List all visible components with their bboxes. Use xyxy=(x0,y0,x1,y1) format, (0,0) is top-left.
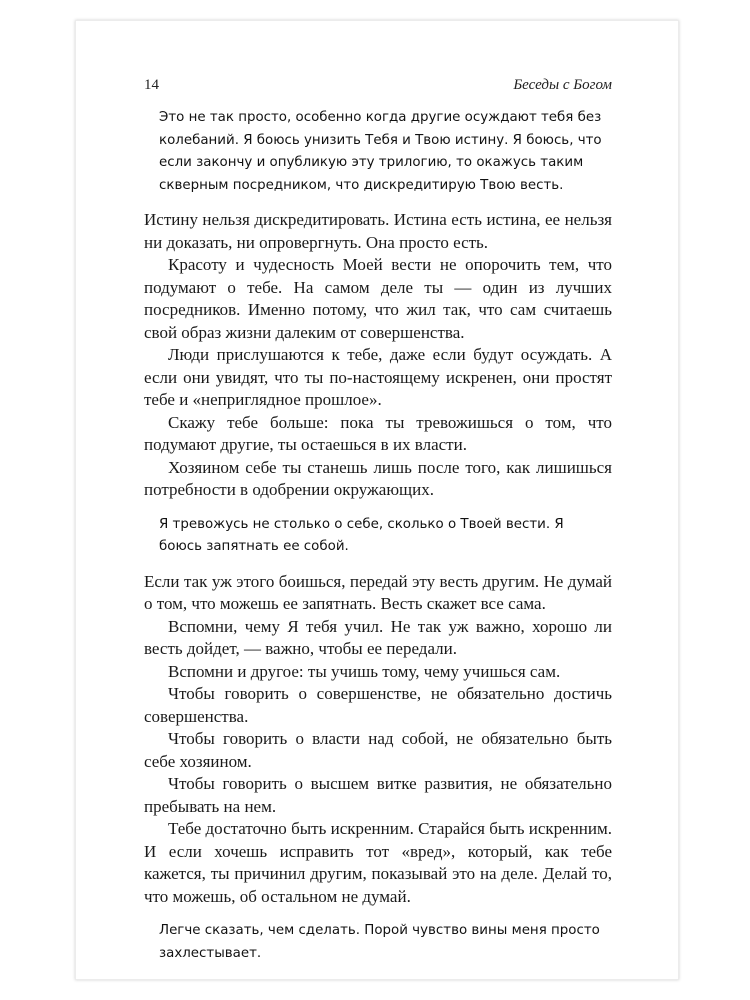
question-paragraph: Легче сказать, чем сделать. Порой чувство вины меня просто захлестывает. xyxy=(159,923,600,961)
answer-paragraph: Чтобы говорить о власти над собой, не обязательно быть себе хозяином. xyxy=(144,729,612,771)
question-paragraph: Это не так просто, особенно когда другие осуждают тебя без колебаний. Я боюсь унизить Тебя и Твою истину. Я боюсь, что если закончу и опубликую эту трилогию, то окажусь таким скверным посредником, что дискредитирую Твою весть. xyxy=(159,110,602,193)
question-paragraph: Я тревожусь не столько о себе, сколько о Твоей вести. Я боюсь запятнать ее собой. xyxy=(159,516,564,554)
answer-paragraph: Тебе достаточно быть искренним. Старайся быть искренним. И если хочешь исправить тот «вред», который, как тебе кажется, ты причинил другим, показывай это на деле. Делай то, что можешь, об остальном не думай. xyxy=(144,819,612,906)
answer-paragraph: Красоту и чудесность Моей вести не опорочить тем, что подумают о тебе. На самом деле ты — один из лучших посредников. Именно потому, что жил так, что сам считаешь свой образ жизни далеким от совершенства. xyxy=(144,255,612,342)
answer-paragraph: Если так уж этого боишься, передай эту весть другим. Не думай о том, что можешь ее запятнать. Весть скажет все сама. xyxy=(144,571,612,613)
answer-paragraph: Вспомни и другое: ты учишь тому, чему учишься сам. xyxy=(168,661,561,681)
answer-paragraph: Люди прислушаются к тебе, даже если будут осуждать. А если они увидят, что ты по-настоящему искренен, они простят тебе и «неприглядное прошлое». xyxy=(144,345,612,409)
book-page xyxy=(75,20,679,980)
running-header xyxy=(144,77,612,101)
answer-paragraph: Скажу тебе больше: пока ты тревожишься о том, что подумают другие, ты остаешься в их власти. xyxy=(144,412,612,454)
answer-paragraph: Чтобы говорить о совершенстве, не обязательно достичь совершенства. xyxy=(144,684,612,726)
answer-paragraph: Вспомни, чему Я тебя учил. Не так уж важно, хорошо ли весть дойдет, — важно, чтобы ее передали. xyxy=(144,616,612,658)
answer-paragraph: Чтобы говорить о высшем витке развития, не обязательно пребывать на нем. xyxy=(144,774,612,816)
page-number: 14 xyxy=(144,77,159,93)
running-title: Беседы с Богом xyxy=(513,77,612,93)
answer-paragraph: Хозяином себе ты станешь лишь после того, как лишишься потребности в одобрении окружающих. xyxy=(144,457,612,499)
page-body xyxy=(144,107,612,977)
answer-paragraph: Истину нельзя дискредитировать. Истина есть истина, ее нельзя ни доказать, ни опровергнуть. Она просто есть. xyxy=(144,210,612,252)
